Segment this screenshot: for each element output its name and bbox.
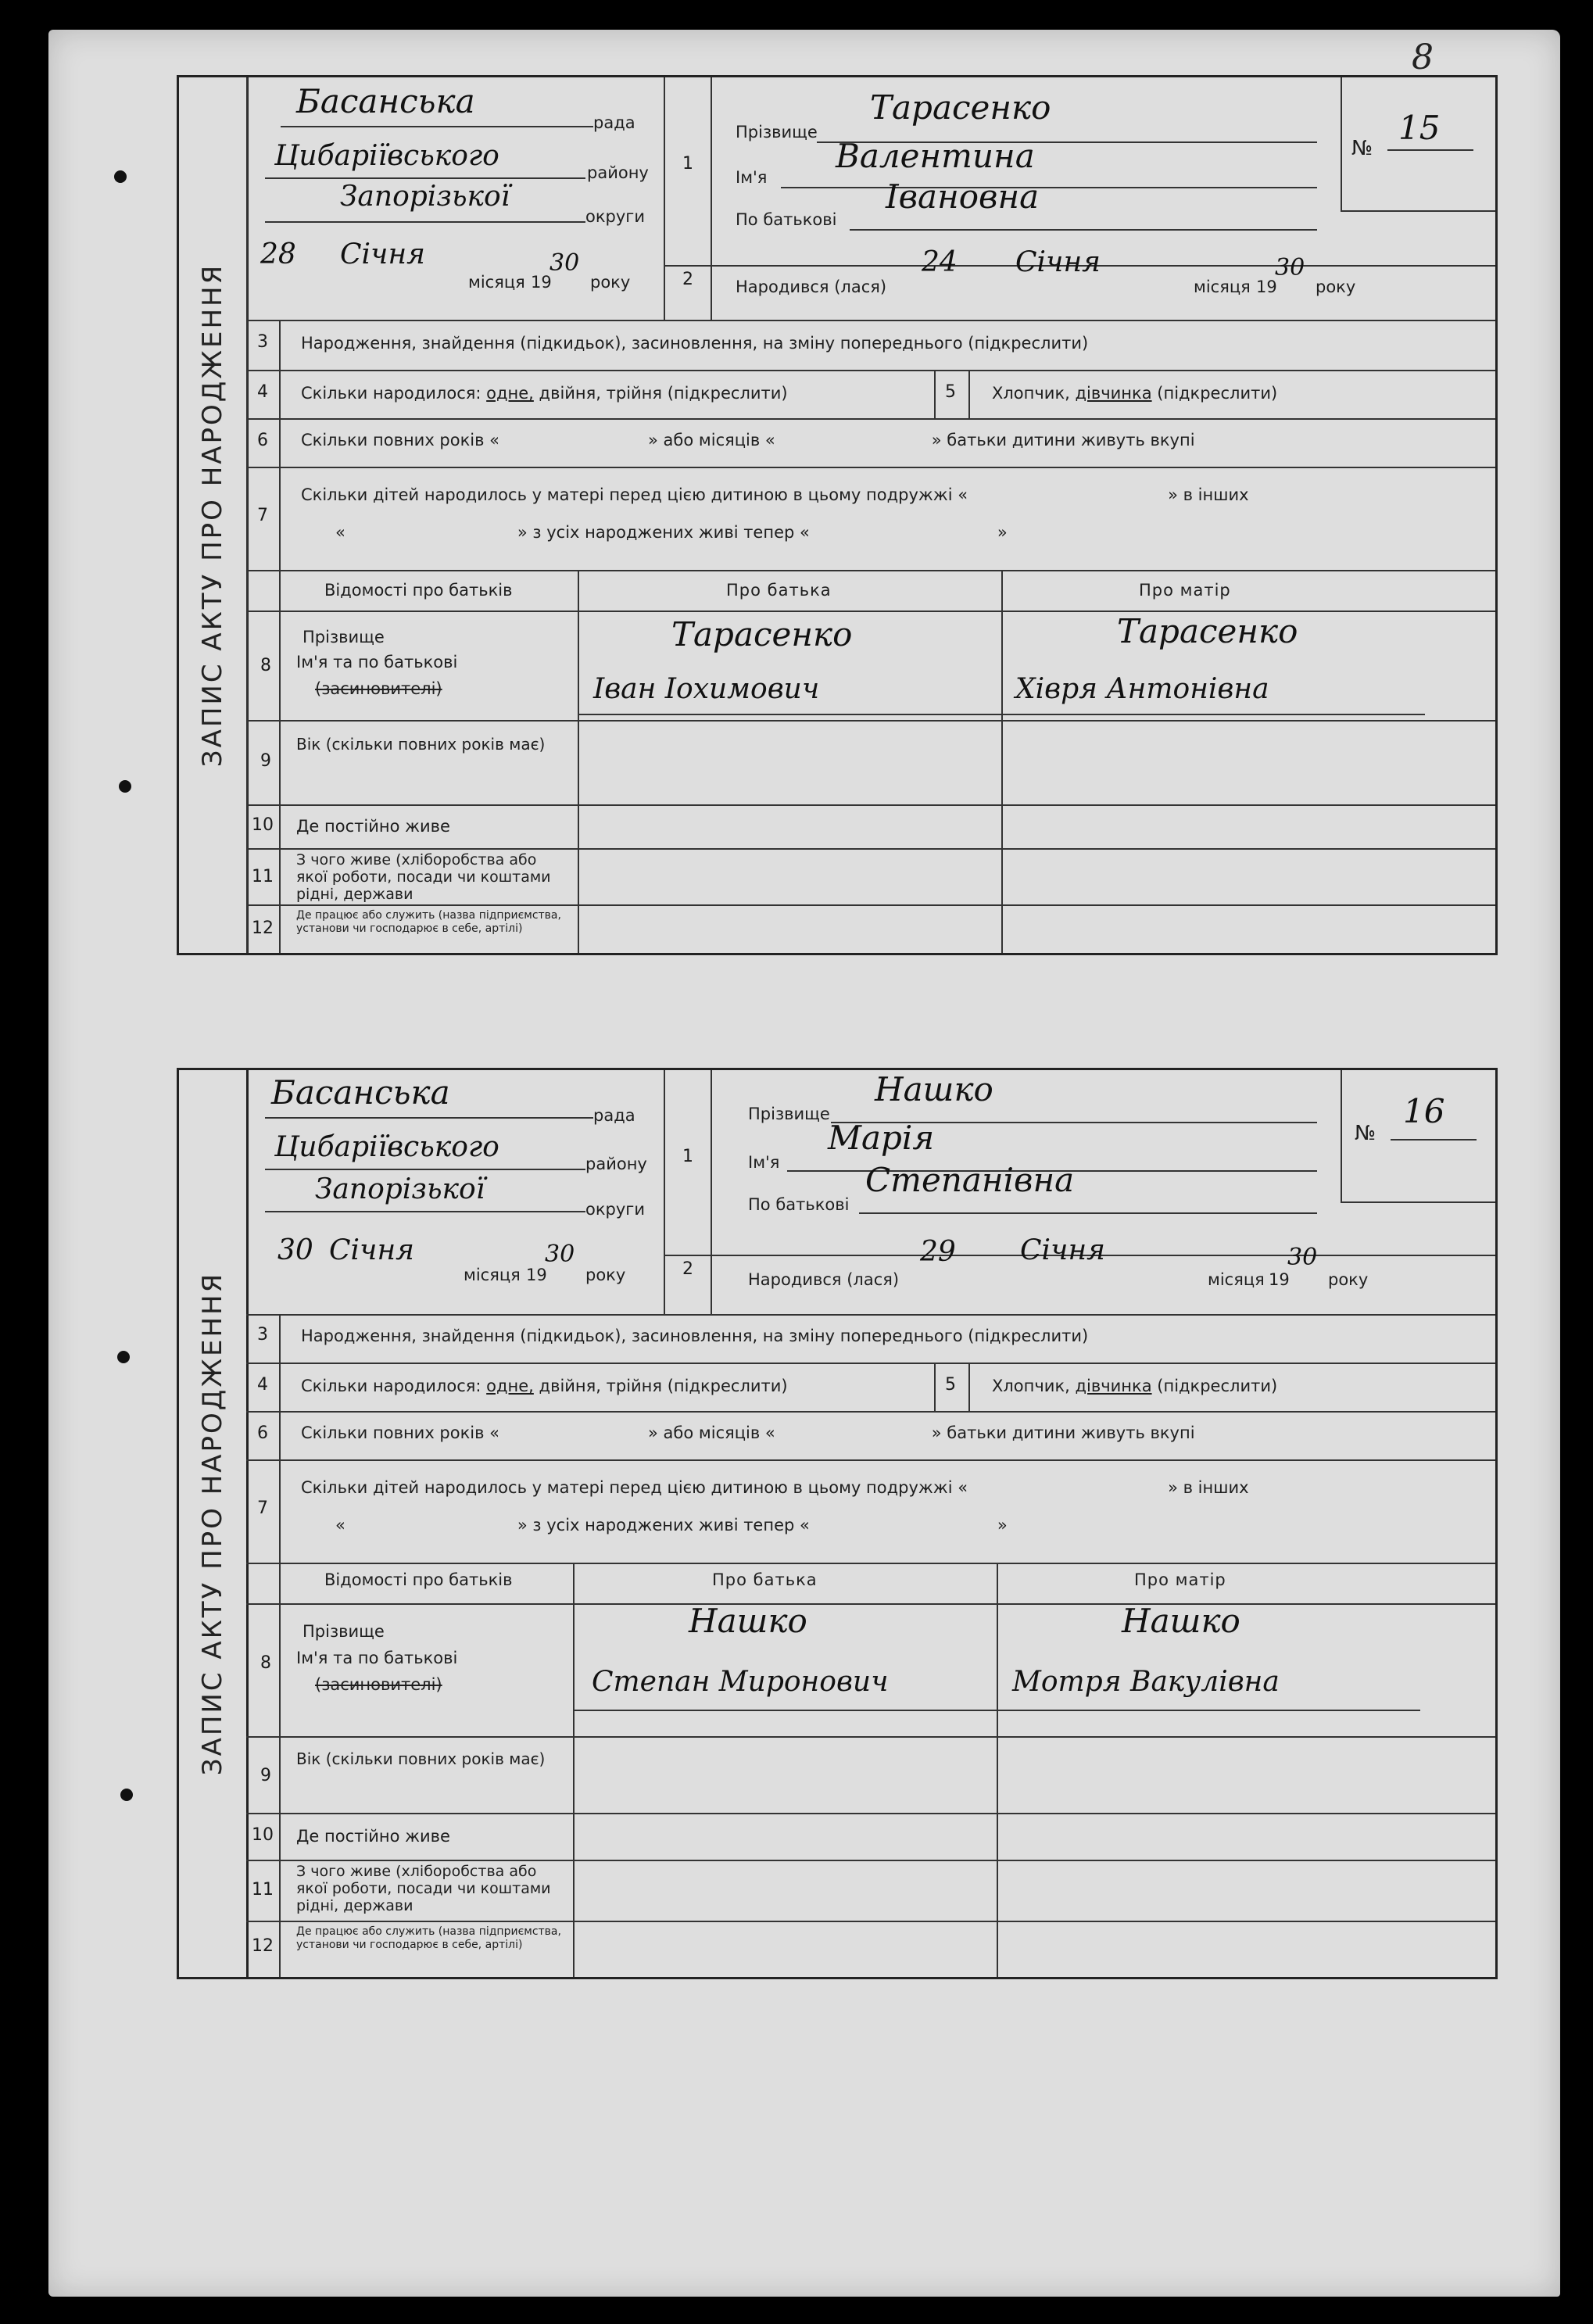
form-text: Скільки повних років « [301, 431, 500, 449]
form-text: » в інших [1168, 1478, 1249, 1497]
form-text: року [590, 273, 631, 292]
patronymic-label: По батькові [736, 210, 837, 229]
form-text: 19 [526, 1266, 547, 1284]
birth-year: 30 [1287, 1244, 1318, 1271]
record-number: 15 [1398, 109, 1441, 147]
row-number: 5 [945, 382, 956, 402]
birth-record-2 [177, 1068, 1498, 1979]
form-text: » [997, 1516, 1008, 1534]
form-text: Скільки народилося: [301, 1377, 481, 1395]
mother-header: Про матір [1139, 581, 1231, 600]
ruled-line [1387, 149, 1473, 151]
row-number: 9 [260, 1766, 271, 1785]
form-text [301, 485, 1249, 504]
ruled-line [246, 1459, 1495, 1461]
form-text [992, 384, 1277, 403]
form-text: » [997, 523, 1008, 542]
ruled-line [850, 229, 1317, 231]
reg-day: 30 [277, 1234, 313, 1266]
ruled-line [265, 1117, 593, 1119]
form-text: 19 [1269, 1270, 1290, 1289]
surname-value: Нашко [875, 1070, 993, 1108]
ruled-line [1341, 210, 1495, 212]
form-text: району [585, 1155, 647, 1173]
form-text: Відомості про батьків [324, 1570, 513, 1589]
form-text: Скільки дітей народилось у матері перед цією дитиною в цьому подружжі « [301, 1478, 968, 1497]
okrug-value: Запорізької [340, 181, 510, 213]
form-text: Прізвище [748, 1105, 830, 1123]
ruled-line [246, 418, 1495, 420]
reg-year: 30 [549, 249, 580, 277]
form-text: « [335, 1516, 345, 1534]
ruled-line [246, 1563, 1495, 1564]
reg-year: 30 [545, 1241, 575, 1268]
form-text: Про батька [712, 1570, 818, 1589]
form-text: Прізвище [302, 628, 385, 646]
column-divider [1341, 77, 1342, 210]
father-name: Іван Іохимович [593, 673, 820, 705]
ruled-line [1003, 714, 1425, 715]
column-divider [279, 320, 281, 953]
column-divider [664, 1070, 665, 1314]
rada-value: Басанська [296, 82, 475, 120]
form-text [335, 1516, 1008, 1534]
form-text: » батьки дитини живуть вкупі [931, 1423, 1195, 1442]
form-text: року [1316, 278, 1356, 296]
row-number: 12 [252, 1936, 274, 1956]
binding-hole [114, 170, 127, 183]
form-text: № [1355, 1122, 1376, 1145]
form-text: » в інших [1168, 485, 1249, 504]
form-text [301, 1423, 1195, 1442]
form-text: Ім'я та по батькові [296, 1649, 458, 1667]
form-text: місяця [464, 1266, 521, 1284]
form-text: Прізвище [302, 1622, 385, 1641]
reg-month: Січня [329, 1234, 415, 1266]
form-text: ЗАПИС АКТУ ПРО НАРОДЖЕННЯ [197, 1271, 228, 1776]
form-text: Хлопчик, [992, 1377, 1070, 1395]
row-number: 11 [252, 1880, 274, 1900]
column-divider [711, 77, 712, 320]
name-value: Валентина [836, 137, 1035, 175]
form-text [335, 523, 1008, 542]
father-name: Степан Миронович [592, 1666, 889, 1698]
binding-hole [119, 780, 131, 793]
row-number: 3 [257, 332, 268, 352]
father-header: Про батька [726, 581, 832, 600]
row-number: 8 [260, 656, 271, 675]
reg-day: 28 [260, 238, 296, 270]
form-text: двійня, трійня (підкреслити) [539, 384, 788, 403]
row-number: 7 [257, 506, 268, 525]
form-text: ЗАПИС АКТУ ПРО НАРОДЖЕННЯ [197, 263, 228, 768]
month-label: місяця [468, 273, 525, 292]
form-text: двійня, трійня (підкреслити) [539, 1377, 788, 1395]
column-divider [934, 370, 936, 418]
binding-hole [120, 1789, 133, 1801]
form-text: рада [593, 1106, 635, 1125]
column-divider [573, 1563, 575, 1977]
father-surname: Тарасенко [671, 615, 853, 654]
column-divider [279, 1314, 281, 1977]
row-number: 3 [257, 1325, 268, 1345]
form-text: місяця [1208, 1270, 1265, 1289]
form-text: 19 [531, 273, 552, 292]
form-text: Ім'я [748, 1153, 780, 1172]
ruled-line [246, 1921, 1495, 1922]
form-text: Ім'я та по батькові [296, 653, 458, 671]
column-divider [997, 1563, 998, 1977]
ruled-line [265, 1211, 585, 1212]
okrug-value: Запорізької [315, 1173, 485, 1205]
row-number: 6 [257, 1423, 268, 1443]
form-text: Вік (скільки повних років має) [296, 1749, 546, 1768]
birth-day: 24 [922, 246, 958, 278]
form-text: (засиновителі) [315, 679, 442, 698]
ruled-line [246, 904, 1495, 906]
row-number: 11 [252, 867, 274, 886]
form-text: Вік (скільки повних років має) [296, 735, 546, 754]
side-title [179, 77, 249, 953]
form-text: З чого живе (хліборобства або якої роботи, посади чи коштами рідні, держави [296, 1863, 551, 1914]
birth-record-1 [177, 75, 1498, 955]
okrug-label: округи [585, 207, 645, 226]
form-text: » батьки дитини живуть вкупі [931, 431, 1195, 449]
row-number: 10 [252, 815, 274, 835]
form-text: Скільки повних років « [301, 1423, 500, 1442]
form-text [992, 1377, 1277, 1395]
ruled-line [246, 804, 1495, 806]
ruled-line [246, 720, 1495, 722]
birth-month: Січня [1015, 246, 1101, 278]
form-text: « [335, 523, 345, 542]
ruled-line [246, 611, 1495, 612]
row-number: 2 [682, 270, 693, 289]
form-text [301, 1478, 1249, 1497]
ruled-line [246, 570, 1495, 571]
column-divider [968, 1363, 970, 1411]
rada-label: рада [593, 113, 635, 132]
rada-value: Басанська [271, 1073, 450, 1112]
row-number: 8 [260, 1653, 271, 1673]
ruled-line [998, 1710, 1420, 1711]
form-text: (підкреслити) [1157, 1377, 1278, 1395]
page-number: 8 [1412, 38, 1434, 77]
ruled-line [265, 221, 585, 223]
mother-surname: Тарасенко [1117, 612, 1298, 650]
ruled-line [246, 1363, 1495, 1364]
reg-month: Січня [340, 238, 426, 270]
form-text: Де постійно живе [296, 817, 450, 836]
row-number: 2 [682, 1259, 693, 1279]
parents-header: Відомості про батьків [324, 581, 513, 600]
row-number: 12 [252, 918, 274, 938]
mother-surname: Нашко [1122, 1602, 1240, 1640]
form-text: Де постійно живе [296, 1827, 450, 1846]
father-surname: Нашко [689, 1602, 807, 1640]
column-divider [246, 77, 248, 953]
form-text: дівчинка [1075, 384, 1152, 403]
record-number: 16 [1403, 1092, 1445, 1130]
ruled-line [265, 177, 585, 179]
ruled-line [781, 187, 1317, 188]
form-text: 19 [1256, 278, 1277, 296]
form-text: » з усіх народжених живі тепер « [517, 1516, 810, 1534]
column-divider [1001, 570, 1003, 953]
name-label: Ім'я [736, 168, 768, 187]
patronymic-value: Степанівна [865, 1161, 1075, 1199]
ruled-line [246, 320, 1495, 321]
side-title [179, 1070, 249, 1977]
row-number: 6 [257, 431, 268, 450]
column-divider [664, 77, 665, 320]
form-text: Народження, знайдення (підкидьок), засиновлення, на зміну попереднього (підкреслити) [301, 334, 1089, 353]
column-divider [968, 370, 970, 418]
raion-value: Цибаріївського [274, 140, 499, 172]
ruled-line [281, 126, 593, 127]
form-text: року [1328, 1270, 1369, 1289]
ruled-line [265, 1169, 585, 1170]
ruled-line [1341, 1201, 1495, 1203]
record-number-label: № [1351, 137, 1373, 160]
birth-year: 30 [1275, 254, 1305, 281]
form-text: По батькові [748, 1195, 850, 1214]
ruled-line [246, 1813, 1495, 1814]
row-number: 1 [682, 154, 693, 174]
form-text: » з усіх народжених живі тепер « [517, 523, 810, 542]
binding-hole [117, 1351, 130, 1363]
form-text: року [585, 1266, 626, 1284]
ruled-line [246, 370, 1495, 371]
born-label: Народився (лася) [736, 278, 887, 296]
column-divider [1341, 1070, 1342, 1201]
form-text: Народився (лася) [748, 1270, 900, 1289]
row-number: 4 [257, 382, 268, 402]
mother-name: Хівря Антонівна [1015, 673, 1269, 705]
mother-name: Мотря Вакулівна [1012, 1666, 1280, 1698]
row-number: 5 [945, 1375, 956, 1395]
form-text: Про матір [1134, 1570, 1226, 1589]
ruled-line [246, 1736, 1495, 1738]
form-text: дівчинка [1075, 1377, 1152, 1395]
ruled-line [246, 467, 1495, 468]
ruled-line [579, 714, 1001, 715]
form-text: З чого живе (хліборобства або якої роботи, посади чи коштами рідні, держави [296, 851, 551, 903]
form-text: » або місяців « [648, 431, 775, 449]
ruled-line [575, 1710, 997, 1711]
form-text: округи [585, 1200, 645, 1219]
row-number: 4 [257, 1375, 268, 1395]
form-text: Хлопчик, [992, 384, 1070, 403]
form-text [301, 1377, 788, 1395]
patronymic-value: Івановна [886, 177, 1040, 216]
form-text: » або місяців « [648, 1423, 775, 1442]
form-text: місяця [1194, 278, 1251, 296]
form-text: одне, [486, 1377, 534, 1395]
form-text: Народження, знайдення (підкидьок), засиновлення, на зміну попереднього (підкреслити) [301, 1327, 1089, 1345]
birth-month: Січня [1020, 1234, 1106, 1266]
ruled-line [246, 1603, 1495, 1605]
row-number: 9 [260, 751, 271, 771]
ruled-line [246, 1860, 1495, 1861]
surname-value: Тарасенко [870, 88, 1051, 127]
ruled-line [246, 848, 1495, 850]
form-text [301, 384, 788, 403]
row-number: 10 [252, 1825, 274, 1845]
form-text: Де працює або служить (назва підприємства, установи чи господарює в себе, артілі) [296, 909, 561, 935]
form-text: (засиновителі) [315, 1675, 442, 1694]
column-divider [578, 570, 579, 953]
form-text: Скільки дітей народилось у матері перед цією дитиною в цьому подружжі « [301, 485, 968, 504]
ruled-line [246, 1314, 1495, 1316]
ruled-line [859, 1212, 1317, 1214]
row-number: 7 [257, 1499, 268, 1518]
raion-label: району [587, 163, 649, 182]
column-divider [711, 1070, 712, 1314]
ruled-line [1391, 1139, 1477, 1141]
raion-value: Цибаріївського [274, 1131, 499, 1163]
column-divider [934, 1363, 936, 1411]
form-text: одне, [486, 384, 534, 403]
form-text: Скільки народилося: [301, 384, 481, 403]
surname-label: Прізвище [736, 123, 818, 141]
ruled-line [246, 1411, 1495, 1413]
row-number: 1 [682, 1147, 693, 1166]
birth-day: 29 [920, 1236, 956, 1268]
name-value: Марія [828, 1119, 935, 1157]
form-text: Де працює або служить (назва підприємства, установи чи господарює в себе, артілі) [296, 1925, 561, 1951]
form-text: (підкреслити) [1157, 384, 1278, 403]
form-text [301, 431, 1195, 449]
